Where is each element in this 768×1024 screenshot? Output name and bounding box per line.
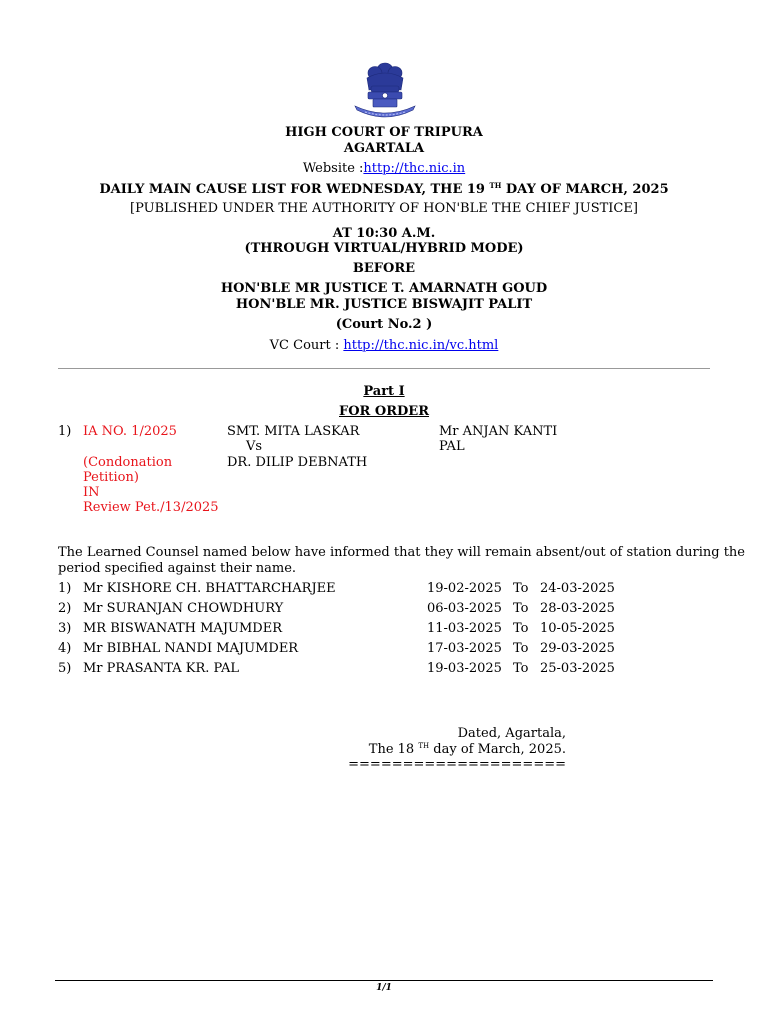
counsel-name: Mr PRASANTA KR. PAL bbox=[83, 661, 240, 676]
date-sup: TH bbox=[418, 742, 430, 750]
cause-list-title bbox=[0, 181, 768, 197]
versus: Vs bbox=[246, 439, 263, 454]
case-desc-1: (Condonation bbox=[83, 455, 173, 470]
before-label: BEFORE bbox=[352, 261, 416, 276]
counsel-serial: 2) bbox=[58, 601, 72, 616]
sitting-time: AT 10:30 A.M. bbox=[332, 226, 436, 241]
counsel-to: 25-03-2025 bbox=[540, 661, 615, 676]
advocate-line-2: PAL bbox=[439, 439, 465, 454]
dated-place: Dated, Agartala, bbox=[457, 726, 566, 741]
judge-1: HON'BLE MR JUSTICE T. AMARNATH GOUD bbox=[220, 281, 548, 296]
counsel-serial: 3) bbox=[58, 621, 72, 636]
website-link[interactable]: http://thc.nic.in bbox=[363, 161, 466, 176]
counsel-to: 28-03-2025 bbox=[540, 601, 615, 616]
court-city: AGARTALA bbox=[343, 141, 425, 156]
counsel-to-label: To bbox=[513, 661, 529, 676]
page-number: 1/1 bbox=[376, 983, 392, 993]
respondent: DR. DILIP DEBNATH bbox=[227, 455, 368, 470]
advocate-line-1: Mr ANJAN KANTI bbox=[439, 424, 558, 439]
counsel-from: 19-02-2025 bbox=[427, 581, 502, 596]
sitting-mode: (THROUGH VIRTUAL/HYBRID MODE) bbox=[244, 241, 524, 256]
header-divider bbox=[58, 368, 710, 369]
case-desc-3: IN bbox=[83, 485, 100, 500]
title-before: DAILY MAIN CAUSE LIST FOR WEDNESDAY, THE 19 bbox=[99, 182, 485, 197]
case-serial: 1) bbox=[58, 424, 72, 439]
counsel-to: 10-05-2025 bbox=[540, 621, 615, 636]
vc-court-line bbox=[0, 338, 768, 353]
counsel-from: 19-03-2025 bbox=[427, 661, 502, 676]
absence-notice-line-1: The Learned Counsel named below have informed that they will remain absent/out of station during the bbox=[58, 545, 745, 560]
absence-notice-line-2: period specified against their name. bbox=[58, 561, 297, 576]
court-name: HIGH COURT OF TRIPURA bbox=[285, 125, 483, 140]
counsel-serial: 1) bbox=[58, 581, 72, 596]
vc-label: VC Court : bbox=[269, 338, 344, 353]
case-desc-2: Petition) bbox=[83, 470, 139, 485]
authority-line: [PUBLISHED UNDER THE AUTHORITY OF HON'BLE THE CHIEF JUSTICE] bbox=[130, 201, 638, 216]
counsel-to: 24-03-2025 bbox=[540, 581, 615, 596]
case-number: IA NO. 1/2025 bbox=[83, 424, 177, 439]
state-emblem-icon bbox=[349, 60, 421, 122]
counsel-to-label: To bbox=[513, 601, 529, 616]
counsel-to: 29-03-2025 bbox=[540, 641, 615, 656]
petitioner: SMT. MITA LASKAR bbox=[227, 424, 360, 439]
counsel-to-label: To bbox=[513, 581, 529, 596]
case-desc-4: Review Pet./13/2025 bbox=[83, 500, 219, 515]
counsel-serial: 4) bbox=[58, 641, 72, 656]
date-before: The 18 bbox=[368, 742, 415, 757]
counsel-to-label: To bbox=[513, 641, 529, 656]
counsel-name: MR BISWANATH MAJUMDER bbox=[83, 621, 282, 636]
counsel-from: 06-03-2025 bbox=[427, 601, 502, 616]
footer-divider bbox=[55, 980, 713, 981]
counsel-name: Mr BIBHAL NANDI MAJUMDER bbox=[83, 641, 299, 656]
vc-link[interactable]: http://thc.nic.in/vc.html bbox=[343, 338, 499, 353]
website-line bbox=[0, 161, 768, 176]
counsel-from: 17-03-2025 bbox=[427, 641, 502, 656]
counsel-name: Mr KISHORE CH. BHATTARCHARJEE bbox=[83, 581, 336, 596]
part-subtitle: FOR ORDER bbox=[339, 404, 429, 419]
date-after: day of March, 2025. bbox=[433, 742, 566, 757]
counsel-name: Mr SURANJAN CHOWDHURY bbox=[83, 601, 284, 616]
counsel-serial: 5) bbox=[58, 661, 72, 676]
dated-date bbox=[266, 742, 566, 757]
title-after: DAY OF MARCH, 2025 bbox=[505, 182, 669, 197]
website-label: Website : bbox=[302, 161, 364, 176]
counsel-from: 11-03-2025 bbox=[427, 621, 502, 636]
counsel-to-label: To bbox=[513, 621, 529, 636]
separator-line: ==================== bbox=[348, 757, 566, 772]
judge-2: HON'BLE MR. JUSTICE BISWAJIT PALIT bbox=[235, 297, 533, 312]
court-number: (Court No.2 ) bbox=[335, 317, 433, 332]
title-sup: TH bbox=[489, 181, 502, 190]
part-title: Part I bbox=[363, 384, 405, 399]
